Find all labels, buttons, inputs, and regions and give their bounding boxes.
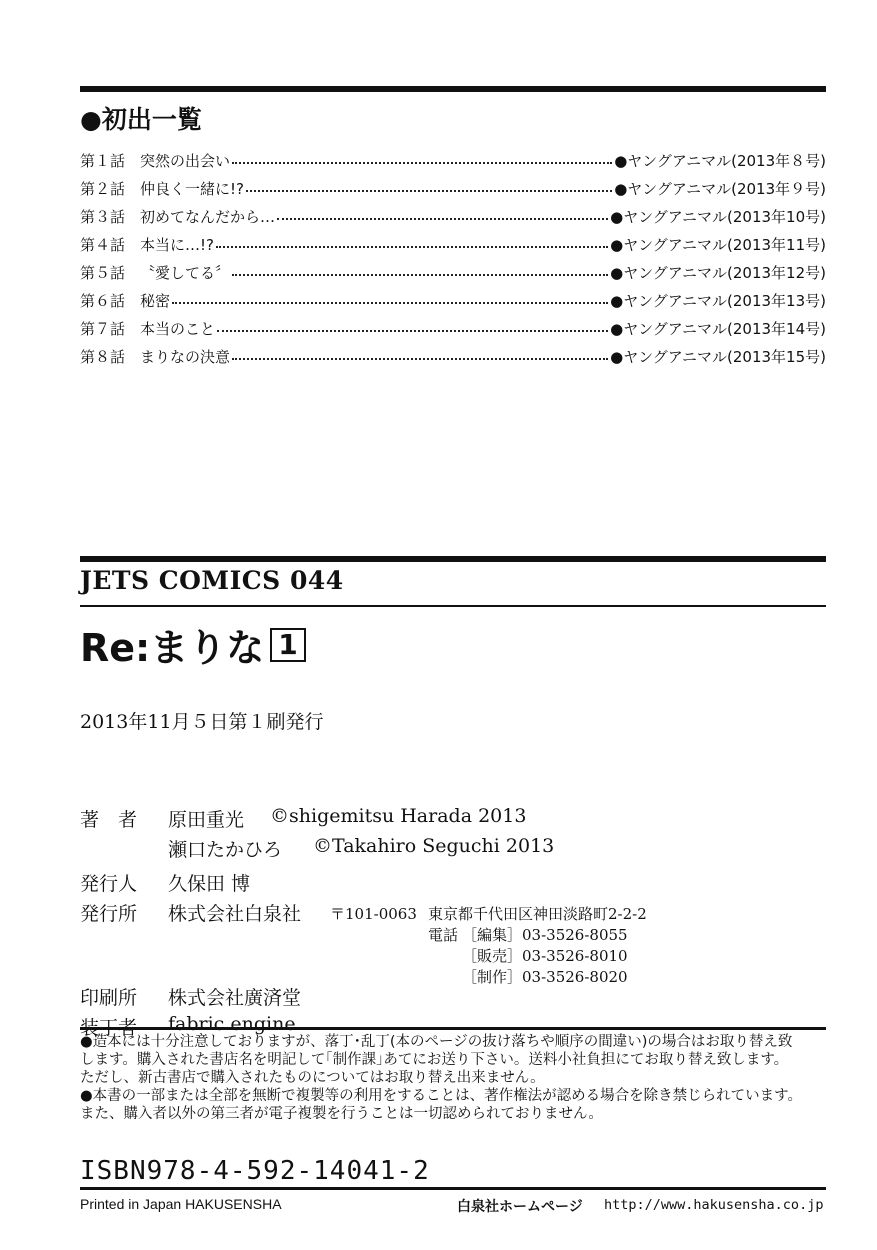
chapter-number: 第６話 [80,291,126,310]
chapter-number: 第５話 [80,263,126,282]
leader-dots [232,358,608,360]
phone-production: ［制作］03-3526-8020 [462,968,628,986]
author2-copyright: ©Takahiro Seguchi 2013 [313,835,555,857]
chapter-source: ●ヤングアニマル(2013年10号) [610,207,826,226]
chapter-source: ●ヤングアニマル(2013年９号) [614,179,826,198]
chapter-row [80,147,826,173]
address: 東京都千代田区神田淡路町2-2-2 [428,905,647,923]
mid-rule-thin [80,605,826,607]
chapter-source: ●ヤングアニマル(2013年14号) [610,319,826,338]
phone-sales: ［販売］03-3526-8010 [462,947,628,965]
chapter-row [80,343,826,369]
notice-line: します。購入された書店名を明記して｢制作課｣あてにお送り下さい。送料小社負担にてお取り替え致します。 [80,1052,789,1068]
publisher-person: 久保田 博 [168,873,251,895]
chapter-number: 第４話 [80,235,126,254]
designer-name: fabric engine [168,1013,296,1035]
chapter-source: ●ヤングアニマル(2013年11号) [610,235,826,254]
chapter-number: 第３話 [80,207,126,226]
publication-date: 2013年11月５日第１刷発行 [80,711,324,733]
publisher-label: 発行所 [80,903,138,925]
chapter-title: 初めてなんだから… [140,207,276,226]
series-label: JETS COMICS 044 [80,566,344,595]
designer-label: 装丁者 [80,1017,138,1039]
author-label: 著 者 [80,809,138,831]
chapter-number: 第１話 [80,151,126,170]
chapter-number: 第７話 [80,319,126,338]
phone-edit: ［編集］03-3526-8055 [462,926,628,944]
phone-label: 電話 [428,926,459,944]
mid-rule-thick [80,556,826,562]
notice-line: また、購入者以外の第三者が電子複製を行うことは一切認められておりません。 [80,1106,603,1122]
isbn: ISBN978-4-592-14041-2 [80,1156,430,1186]
publisher-name: 株式会社白泉社 [168,903,302,925]
chapter-row [80,175,826,201]
chapter-title: 仲良く一緒に!? [140,179,244,198]
chapter-title: まりなの決意 [140,347,231,366]
leader-dots [172,302,608,304]
book-title-text: Re:まりな [80,626,265,670]
notice-line: ●本書の一部または全部を無断で複製等の利用をすることは、著作権法が認める場合を除き禁じられています。 [80,1088,802,1104]
chapter-row [80,259,826,285]
leader-dots [277,218,608,220]
chapter-title: 秘密 [140,291,171,310]
volume-box: 1 [270,628,305,662]
notice-line: ●造本には十分注意しておりますが、落丁･乱丁(本のページの抜け落ちや順序の間違い)の場合はお取り替え致 [80,1034,793,1050]
chapter-title: 本当のこと [140,319,216,338]
chapter-source: ●ヤングアニマル(2013年８号) [614,151,826,170]
chapter-title: 突然の出会い [140,151,231,170]
chapter-number: 第２話 [80,179,126,198]
chapter-source: ●ヤングアニマル(2013年12号) [610,263,826,282]
homepage-label: 白泉社ホームページ [457,1199,583,1215]
author2-name: 瀬口たかひろ [168,839,283,861]
printed-in: Printed in Japan HAKUSENSHA [80,1196,282,1212]
leader-dots [217,330,608,332]
chapter-row [80,287,826,313]
chapter-source: ●ヤングアニマル(2013年15号) [610,347,826,366]
chapter-title: 〝愛してる〞 [140,263,231,282]
author1-name: 原田重光 [168,809,245,831]
leader-dots [232,162,612,164]
chapter-source: ●ヤングアニマル(2013年13号) [610,291,826,310]
homepage-url[interactable]: http://www.hakusensha.co.jp [604,1197,824,1213]
book-title [80,617,306,672]
printer-label: 印刷所 [80,987,138,1009]
first-appearance-title: ●初出一覧 [80,105,202,134]
leader-dots [246,190,612,192]
notice-block [80,1033,840,1123]
publisher-person-label: 発行人 [80,873,138,895]
chapter-row [80,315,826,341]
postal-code: 〒101-0063 [330,905,417,923]
chapter-row [80,231,826,257]
notice-line: ただし、新古書店で購入されたものについてはお取り替え出来ません。 [80,1070,545,1086]
leader-dots [216,246,608,248]
chapter-row [80,203,826,229]
leader-dots [232,274,608,276]
printer-name: 株式会社廣済堂 [168,987,302,1009]
chapter-title: 本当に…!? [140,235,214,254]
chapter-number: 第８話 [80,347,126,366]
author1-copyright: ©shigemitsu Harada 2013 [270,805,527,827]
top-rule [80,86,826,92]
notice-rule-bottom [80,1187,826,1190]
